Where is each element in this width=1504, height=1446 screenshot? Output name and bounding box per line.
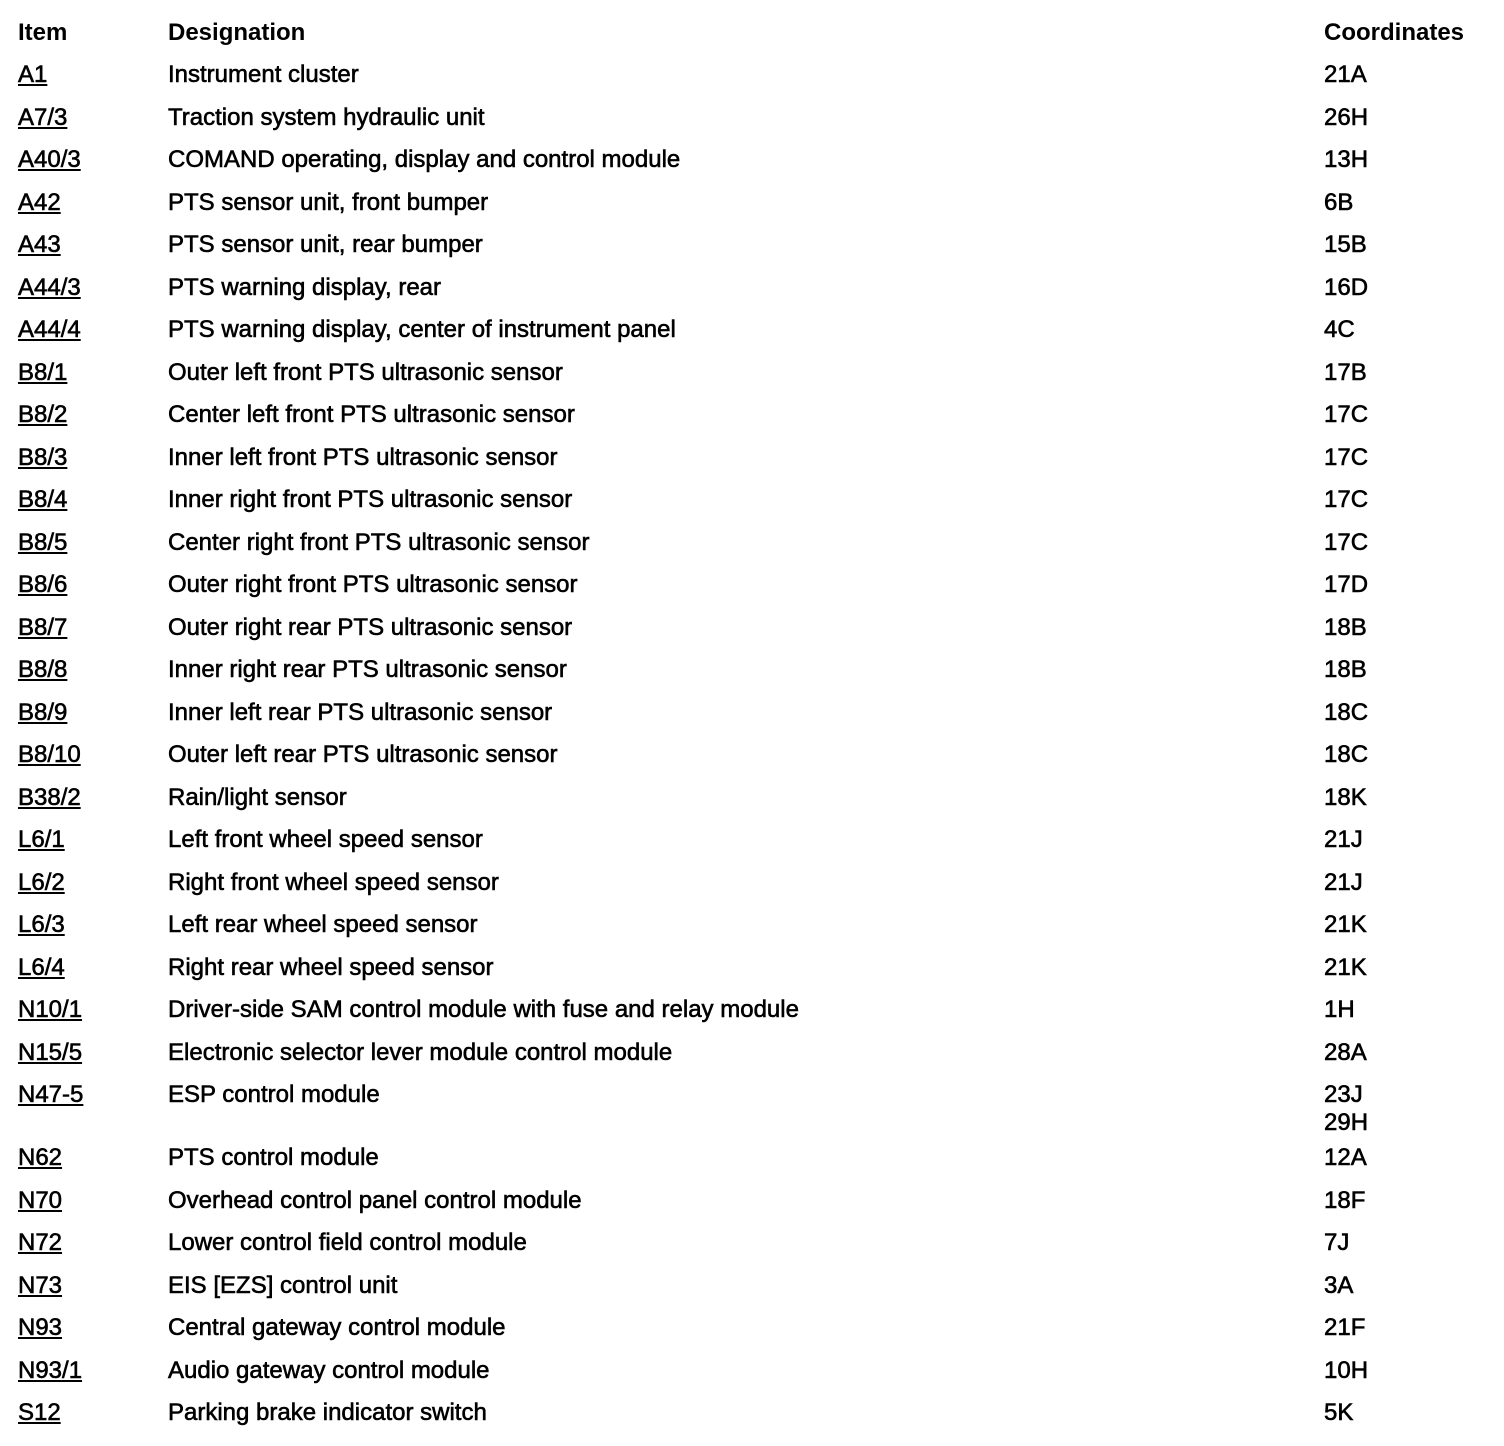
coordinates-cell: 21J (1324, 868, 1363, 896)
table-row (18, 54, 1488, 97)
table-row (18, 394, 1488, 437)
coordinates-cell: 21A (1324, 61, 1367, 88)
item-link[interactable]: L6/4 (18, 953, 65, 981)
table-row (18, 1032, 1488, 1075)
header-coordinates: Coordinates (1324, 19, 1465, 46)
coordinates-cell: 16D (1324, 273, 1369, 301)
designation-cell: Parking brake indicator switch (168, 1399, 487, 1426)
designation-cell: PTS warning display, center of instrument panel (168, 316, 676, 343)
designation-cell: Inner right rear PTS ultrasonic sensor (168, 656, 567, 683)
table-row (18, 182, 1488, 225)
designation-cell: Lower control field control module (168, 1229, 527, 1256)
designation-cell: EIS [EZS] control unit (168, 1271, 398, 1299)
item-link[interactable]: N70 (18, 1186, 63, 1214)
table-row (18, 734, 1488, 777)
designation-cell: Audio gateway control module (168, 1356, 490, 1384)
table-header (18, 14, 1488, 54)
designation-cell: ESP control module (168, 1081, 380, 1108)
designation-cell: Central gateway control module (168, 1314, 506, 1341)
table-row (18, 1137, 1488, 1180)
table-row (18, 1307, 1488, 1350)
header-item: Item (18, 19, 68, 46)
designation-cell: Outer right front PTS ultrasonic sensor (168, 571, 578, 598)
item-link[interactable]: N93/1 (18, 1356, 83, 1384)
coordinates-cell: 10H (1324, 1356, 1369, 1384)
table-row (18, 479, 1488, 522)
designation-cell: Rain/light sensor (168, 783, 347, 811)
item-link[interactable]: L6/3 (18, 911, 65, 938)
designation-cell: Inner left rear PTS ultrasonic sensor (168, 698, 553, 726)
table-row (18, 904, 1488, 947)
coordinates-cell: 17C (1324, 486, 1369, 513)
table-row (18, 1392, 1488, 1435)
item-link[interactable]: A40/3 (18, 146, 81, 173)
item-link[interactable]: S12 (18, 1399, 61, 1426)
header-designation: Designation (168, 19, 306, 46)
table-row (18, 309, 1488, 352)
coordinates-cell: 17B (1324, 358, 1367, 386)
coordinates-cell: 17D (1324, 571, 1369, 598)
item-link[interactable]: N73 (18, 1271, 63, 1299)
designation-cell: Overhead control panel control module (168, 1186, 582, 1214)
item-link[interactable]: N62 (18, 1144, 63, 1171)
table-row (18, 692, 1488, 735)
designation-cell: Outer right rear PTS ultrasonic sensor (168, 613, 573, 641)
coordinates-cell: 18B (1324, 656, 1367, 683)
coordinates-cell: 5K (1324, 1399, 1354, 1426)
table-row (18, 947, 1488, 990)
designation-cell: Electronic selector lever module control module (168, 1038, 673, 1066)
coordinates-cell: 23J 29H (1324, 1081, 1369, 1136)
item-link[interactable]: L6/2 (18, 868, 65, 896)
coordinates-cell: 21J (1324, 826, 1363, 853)
item-link[interactable]: B8/9 (18, 698, 68, 726)
table-row (18, 819, 1488, 862)
coordinates-cell: 18C (1324, 698, 1369, 726)
item-link[interactable]: B8/1 (18, 358, 68, 386)
item-link[interactable]: B8/10 (18, 741, 81, 768)
coordinates-cell: 21K (1324, 953, 1367, 981)
designation-cell: PTS warning display, rear (168, 273, 441, 301)
designation-cell: Instrument cluster (168, 61, 359, 88)
table-row (18, 224, 1488, 267)
designation-cell: Outer left rear PTS ultrasonic sensor (168, 741, 558, 768)
designation-cell: Left front wheel speed sensor (168, 826, 483, 853)
item-link[interactable]: L6/1 (18, 826, 65, 853)
coordinates-cell: 13H (1324, 146, 1369, 173)
item-link[interactable]: B8/4 (18, 486, 68, 513)
item-link[interactable]: N10/1 (18, 996, 83, 1023)
coordinates-cell: 21K (1324, 911, 1367, 938)
coordinates-cell: 17C (1324, 528, 1369, 556)
table-row (18, 1265, 1488, 1308)
table-row (18, 522, 1488, 565)
coordinates-cell: 17C (1324, 443, 1369, 471)
item-link[interactable]: A7/3 (18, 103, 68, 131)
item-link[interactable]: A44/3 (18, 273, 81, 301)
coordinates-cell: 18K (1324, 783, 1367, 811)
item-link[interactable]: B8/7 (18, 613, 68, 641)
coordinates-cell: 4C (1324, 316, 1355, 343)
table-row (18, 139, 1488, 182)
coordinates-cell: 18B (1324, 613, 1367, 641)
coordinates-cell: 1H (1324, 996, 1355, 1023)
item-link[interactable]: B8/5 (18, 528, 68, 556)
designation-cell: Left rear wheel speed sensor (168, 911, 478, 938)
coordinates-cell: 26H (1324, 103, 1369, 131)
coordinates-cell: 18C (1324, 741, 1369, 768)
item-link[interactable]: B8/2 (18, 401, 68, 428)
table-row (18, 437, 1488, 480)
coordinates-cell: 15B (1324, 231, 1367, 258)
table-row (18, 777, 1488, 820)
designation-cell: Center right front PTS ultrasonic sensor (168, 528, 590, 556)
coordinates-cell: 6B (1324, 188, 1354, 216)
designation-cell: PTS control module (168, 1144, 379, 1171)
table-row (18, 564, 1488, 607)
designation-cell: Traction system hydraulic unit (168, 103, 485, 131)
designation-cell: Right rear wheel speed sensor (168, 953, 494, 981)
item-link[interactable]: A42 (18, 188, 61, 216)
designation-cell: Inner right front PTS ultrasonic sensor (168, 486, 573, 513)
table-row (18, 97, 1488, 140)
table-row (18, 649, 1488, 692)
item-link[interactable]: N47-5 (18, 1081, 84, 1108)
coordinates-cell: 7J (1324, 1229, 1350, 1256)
table-row (18, 352, 1488, 395)
designation-cell: Center left front PTS ultrasonic sensor (168, 401, 575, 428)
coordinates-cell: 21F (1324, 1314, 1366, 1341)
item-link[interactable]: B8/6 (18, 571, 68, 598)
table-row (18, 267, 1488, 310)
table-row (18, 1074, 1488, 1137)
designation-cell: Inner left front PTS ultrasonic sensor (168, 443, 558, 471)
table-row (18, 989, 1488, 1032)
coordinates-cell: 12A (1324, 1144, 1367, 1171)
coordinates-cell: 18F (1324, 1186, 1366, 1214)
component-table (18, 14, 1488, 1435)
item-link[interactable]: A43 (18, 231, 61, 258)
item-link[interactable]: N15/5 (18, 1038, 83, 1066)
item-link[interactable]: B8/8 (18, 656, 68, 683)
designation-cell: PTS sensor unit, front bumper (168, 188, 489, 216)
item-link[interactable]: A44/4 (18, 316, 81, 343)
coordinates-cell: 17C (1324, 401, 1369, 428)
item-link[interactable]: N72 (18, 1229, 63, 1256)
designation-cell: COMAND operating, display and control module (168, 146, 681, 173)
designation-cell: Right front wheel speed sensor (168, 868, 499, 896)
item-link[interactable]: A1 (18, 61, 48, 88)
item-link[interactable]: B8/3 (18, 443, 68, 471)
table-row (18, 1222, 1488, 1265)
item-link[interactable]: N93 (18, 1314, 63, 1341)
designation-cell: Outer left front PTS ultrasonic sensor (168, 358, 563, 386)
designation-cell: Driver-side SAM control module with fuse and relay module (168, 996, 799, 1023)
item-link[interactable]: B38/2 (18, 783, 81, 811)
table-row (18, 862, 1488, 905)
table-row (18, 607, 1488, 650)
coordinates-cell: 28A (1324, 1038, 1367, 1066)
table-body (18, 54, 1488, 1435)
coordinates-cell: 3A (1324, 1271, 1354, 1299)
table-row (18, 1350, 1488, 1393)
designation-cell: PTS sensor unit, rear bumper (168, 231, 483, 258)
table-row (18, 1180, 1488, 1223)
